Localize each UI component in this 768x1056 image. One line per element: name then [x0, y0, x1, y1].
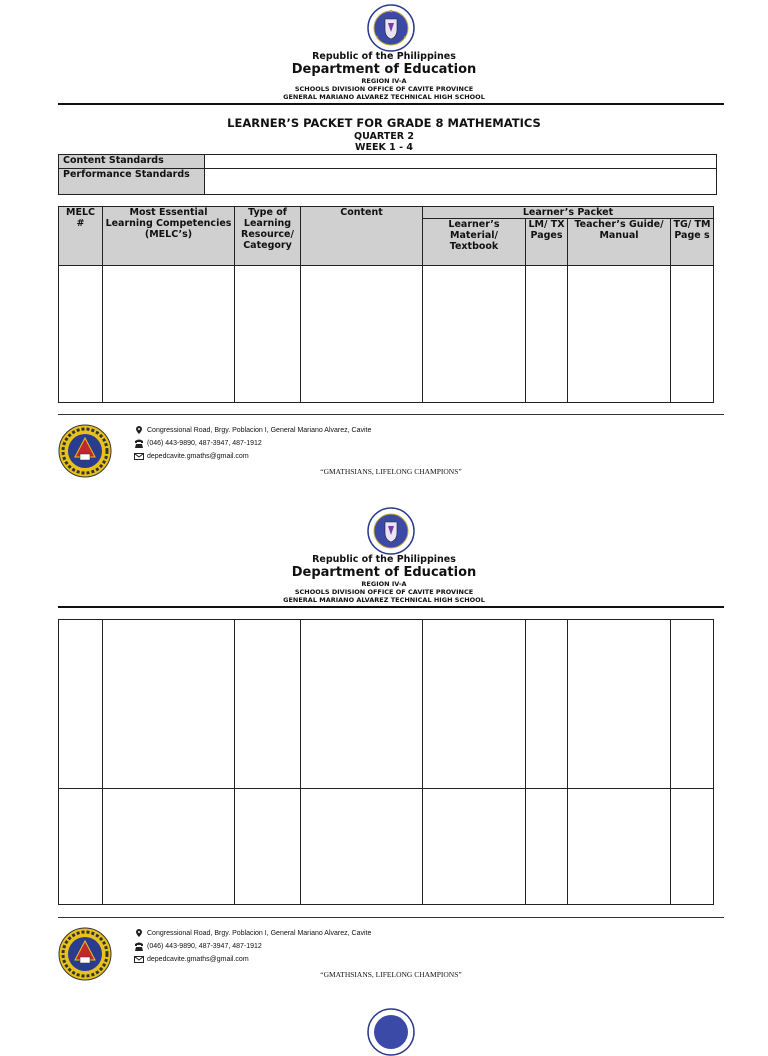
cell[interactable]	[301, 266, 423, 403]
division-text: SCHOOLS DIVISION OFFICE OF CAVITE PROVINCE	[294, 588, 474, 596]
school-text: GENERAL MARIANO ALVAREZ TECHNICAL HIGH SCHOOL	[283, 596, 485, 604]
location-pin-icon	[134, 929, 144, 938]
cell[interactable]	[235, 266, 301, 403]
address-text: Congressional Road, Brgy. Poblacion I, General Mariano Alvarez, Cavite	[147, 930, 372, 937]
table-row	[59, 620, 714, 789]
competencies-header: Most Essential Learning Competencies (MELC’s)	[103, 207, 235, 266]
cell[interactable]	[568, 266, 671, 403]
department-text: Department of Education	[291, 565, 477, 580]
quarter-text: QUARTER 2	[354, 131, 414, 142]
footer-email	[134, 955, 249, 964]
cell[interactable]	[423, 266, 526, 403]
cell[interactable]	[423, 620, 526, 789]
document-title: LEARNER’S PACKET FOR GRADE 8 MATHEMATICS	[227, 116, 541, 130]
learners-packet-header: Learner’s Packet	[423, 207, 714, 219]
cell[interactable]	[235, 620, 301, 789]
cell[interactable]	[671, 620, 714, 789]
next-page-seal-icon	[367, 1008, 415, 1056]
cell[interactable]	[423, 789, 526, 905]
content-standards-label: Content Standards	[59, 155, 205, 169]
cell[interactable]	[59, 789, 103, 905]
motto-text: “GMATHSIANS, LIFELONG CHAMPIONS”	[320, 467, 462, 476]
cell[interactable]	[59, 620, 103, 789]
footer-phone	[134, 942, 262, 951]
footer-phone	[134, 439, 262, 448]
footer-divider	[58, 917, 724, 918]
melc-table	[58, 206, 714, 403]
lm-pages-header: LM/ TX Pages	[526, 219, 568, 266]
school-text: GENERAL MARIANO ALVAREZ TECHNICAL HIGH SCHOOL	[283, 93, 485, 101]
standards-table	[58, 154, 717, 195]
location-pin-icon	[134, 426, 144, 435]
table-row	[59, 266, 714, 403]
cell[interactable]	[59, 266, 103, 403]
content-standards-field[interactable]	[205, 155, 717, 169]
phone-text: (046) 443-9890, 487-3947, 487-1912	[147, 440, 262, 447]
region-text: REGION IV-A	[361, 580, 407, 588]
region-text: REGION IV-A	[361, 77, 407, 85]
motto-text: “GMATHSIANS, LIFELONG CHAMPIONS”	[320, 970, 462, 979]
mail-icon	[134, 955, 144, 964]
footer-address	[134, 929, 371, 938]
deped-seal-icon	[367, 507, 415, 555]
mail-icon	[134, 452, 144, 461]
cell[interactable]	[568, 789, 671, 905]
cell[interactable]	[301, 789, 423, 905]
footer-email	[134, 452, 249, 461]
cell[interactable]	[526, 620, 568, 789]
email-text: depedcavite.gmaths@gmail.com	[147, 956, 249, 963]
cell[interactable]	[103, 789, 235, 905]
cell[interactable]	[526, 266, 568, 403]
department-text: Department of Education	[291, 62, 477, 77]
address-text: Congressional Road, Brgy. Poblacion I, General Mariano Alvarez, Cavite	[147, 427, 372, 434]
cell[interactable]	[671, 266, 714, 403]
week-text: WEEK 1 - 4	[355, 142, 413, 153]
phone-text: (046) 443-9890, 487-3947, 487-1912	[147, 943, 262, 950]
cell[interactable]	[235, 789, 301, 905]
republic-text: Republic of the Philippines	[312, 554, 456, 565]
phone-icon	[134, 439, 144, 448]
table-row	[59, 789, 714, 905]
cell[interactable]	[103, 620, 235, 789]
melc-table-continued	[58, 619, 714, 905]
melc-number-header: MELC #	[59, 207, 103, 266]
cell[interactable]	[671, 789, 714, 905]
content-header: Content	[301, 207, 423, 266]
performance-standards-label: Performance Standards	[59, 169, 205, 195]
cell[interactable]	[526, 789, 568, 905]
cell[interactable]	[301, 620, 423, 789]
phone-icon	[134, 942, 144, 951]
teacher-guide-header: Teacher’s Guide/ Manual	[568, 219, 671, 266]
footer-divider	[58, 414, 724, 415]
learner-material-header: Learner’s Material/ Textbook	[423, 219, 526, 266]
footer-address	[134, 426, 371, 435]
cell[interactable]	[103, 266, 235, 403]
cell[interactable]	[568, 620, 671, 789]
resource-type-header: Type of Learning Resource/ Category	[235, 207, 301, 266]
email-text: depedcavite.gmaths@gmail.com	[147, 453, 249, 460]
division-text: SCHOOLS DIVISION OFFICE OF CAVITE PROVINCE	[294, 85, 474, 93]
republic-text: Republic of the Philippines	[312, 51, 456, 62]
header-divider	[58, 606, 724, 608]
deped-seal-icon	[367, 4, 415, 52]
performance-standards-field[interactable]	[205, 169, 717, 195]
tg-pages-header: TG/ TM Page s	[671, 219, 714, 266]
header-divider	[58, 103, 724, 105]
